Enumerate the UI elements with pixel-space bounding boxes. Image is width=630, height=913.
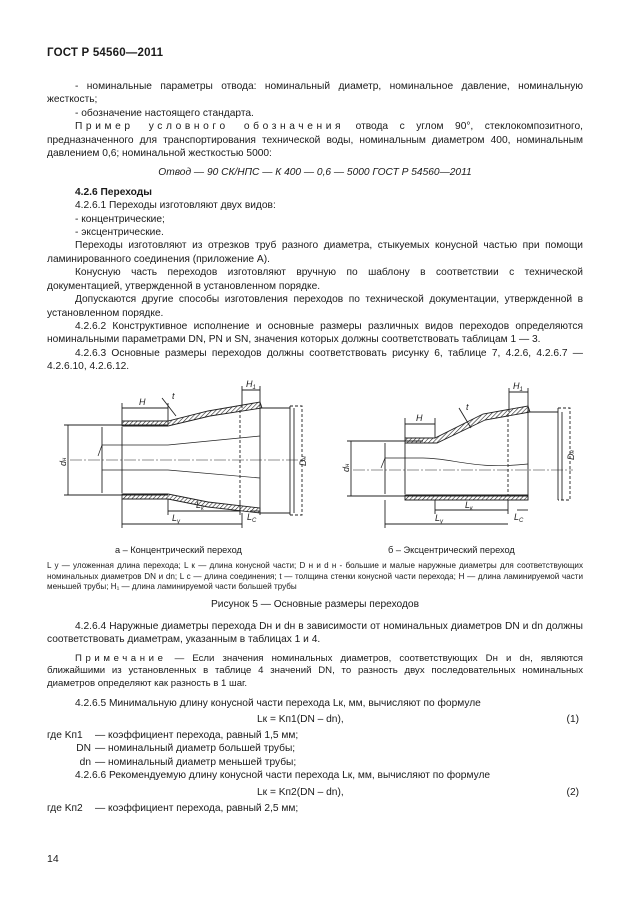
paragraph: - обозначение настоящего стандарта. [75,107,254,119]
where-item [47,729,583,742]
note-label: Примечание [75,652,167,664]
formula-2-number: (2) [566,786,579,798]
label-h: H [139,397,146,407]
formula-1-expression: Lк = Kп1(DN – dn), [257,714,344,725]
where-description: — коэффициент перехода, равный 2,5 мм; [95,802,299,814]
note-paragraph [47,653,583,691]
list-item: - концентрические; [75,213,165,225]
paragraph: 4.2.6.4 Наружные диаметры перехода Dн и dн в зависимости от номинальных диаметров DN и dn должны соответствовать диаметрам, указанным в таблицах 1 и 4. [47,621,583,646]
label-dn-large: Dн [298,456,308,466]
label-lk-right: $L_к$ [465,500,473,512]
where-symbol: где Kп2 [47,802,83,814]
formula-2-expression: Lк = Kп2(DN – dn), [257,786,344,798]
caption-eccentric: б – Эксцентрический переход [388,545,515,555]
where-symbol: DN [76,743,91,755]
paragraph: - номинальные параметры отвода: номинальный диаметр, номинальное давление, номинальную жесткость; [47,81,583,106]
note-text: — Если значения номинальных диаметров, соответствующих Dн и dн, являются ближайшими из установленных в таблице 4 значений DN, то разность двух последовательных номинальных диаметров определяют как разность в 1 шаг. [47,652,583,689]
label-ly: $L_у$ [172,513,181,525]
label-lk: $L_к$ [196,500,204,512]
designation-example: Отвод — 90 СК/НПС — К 400 — 0,6 — 5000 ГОСТ Р 54560—2011 [158,167,472,179]
paragraph: 4.2.6.5 Минимальную длину конусной части перехода Lк, мм, вычисляют по формуле [75,697,481,709]
text-block-top [47,80,583,374]
figure-caption: Рисунок 5 — Основные размеры переходов [210,599,420,610]
figure-reducer-drawings [40,378,590,543]
concentric-reducer-drawing [64,386,305,528]
label-lc-right: $L_С$ [514,512,524,524]
label-dn-right: dн [341,463,351,472]
label-t: t [172,391,175,401]
formula-1-number: (1) [566,714,579,725]
paragraph: 4.2.6.6 Рекомендуемую длину конусной части перехода Lк, мм, вычисляют по формуле [75,770,491,782]
paragraph: Переходы изготовляют из отрезков труб разного диаметра, стыкуемых конусной частью при помощи ламинированного соединения (приложение А). [47,240,583,265]
label-ly-right: $L_у$ [435,513,444,525]
formula-2 [47,786,583,802]
label-h-right: H [416,413,423,423]
label-dn: dн [58,457,68,466]
paragraph: 4.2.6.2 Конструктивное исполнение и основные размеры различных видов переходов определяются номинальными параметрами DN, PN и SN, значения которых должны соответствовать таблицам 1 — 3. [47,320,583,346]
label-lc: $L_С$ [247,512,257,524]
eccentric-reducer-drawing [347,388,573,528]
caption-concentric: а – Концентрический переход [115,545,242,555]
label-h1-right: $H_1$ [513,381,523,393]
paragraph: Допускаются другие способы изготовления переходов по технической документации, утвержденной в установленном порядке. [47,294,583,319]
where-item [47,742,583,755]
where-description: — номинальный диаметр меньшей трубы; [95,756,297,768]
example-paragraph [47,120,583,160]
where-item [47,756,583,769]
example-label: Пример условного обозначения [75,121,345,133]
where-symbol: где Kп1 [47,730,83,741]
paragraph: 4.2.6.1 Переходы изготовляют двух видов: [75,200,276,212]
where-item [47,802,583,815]
text-block-bottom [47,620,583,815]
document-header: ГОСТ Р 54560—2011 [47,47,164,59]
label-h1: $H_1$ [246,379,256,391]
list-item: - эксцентрические. [75,227,164,239]
paragraph: Конусную часть переходов изготовляют вручную по шаблону в соответствии с технической документацией, утвержденной в установленном порядке. [47,267,583,292]
where-description: — номинальный диаметр большей трубы; [95,743,296,755]
example-text: отвода с углом 90°, стеклокомпозитного, предназначенного для транспортирования технической воды, номинальным диаметром 400, номинальным давлением 0,6; номинальной жесткостью 5000: [47,121,584,160]
section-title: 4.2.6 Переходы [75,186,152,198]
formula-1 [47,713,583,729]
where-symbol: dn [79,756,91,768]
figure-legend: L у — уложенная длина перехода; L к — длина конусной части; D н и d н - большие и малые наружные диаметры для соответствующих номинальных диаметров DN и dn; L с — длина соединения; t — толщина стенки конусной части перехода; H — длина ламинируемой части меньшей трубы; H₁ — длина ламинируемой части большей трубы [47,561,583,592]
page-number: 14 [47,853,59,865]
label-t-right: t [466,402,469,412]
paragraph: 4.2.6.3 Основные размеры переходов должны соответствовать рисунку 6, таблице 7, 4.2.6, 4.2.6.7 — 4.2.6.10, 4.2.6.12. [47,347,583,373]
label-dn-large-right: Dн [566,450,576,460]
where-description: — коэффициент перехода, равный 1,5 мм; [95,730,299,741]
